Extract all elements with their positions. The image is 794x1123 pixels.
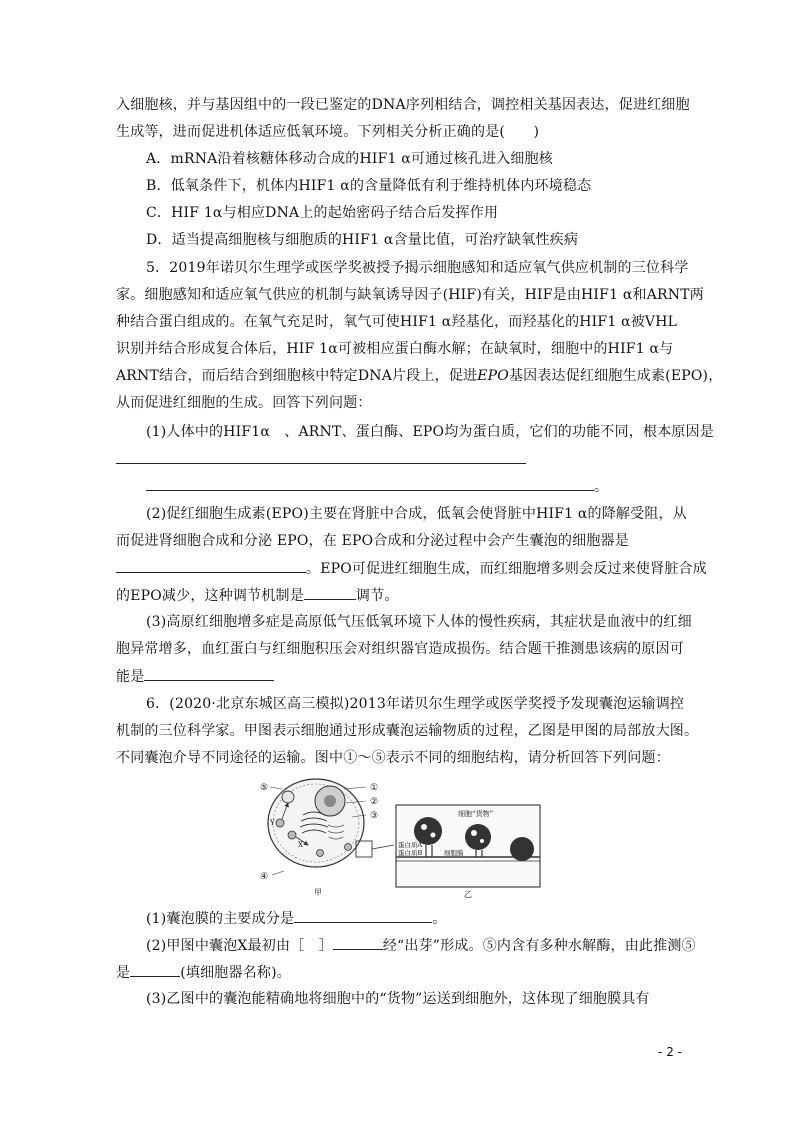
vesicle-y: [276, 819, 284, 827]
text-segment: (2)甲图中囊泡X最初由［ ］: [146, 938, 333, 954]
text-line: 胞异常增多，血红蛋白与红细胞积压会对组织器官造成损伤。结合题干推测患该病的原因可: [116, 641, 684, 657]
text-line: 识别并结合形成复合体后，HIF 1α可被相应蛋白酶水解；在缺氧时，细胞中的HIF1 α与: [116, 341, 674, 357]
text-segment: (1)囊泡膜的主要成分是: [146, 911, 295, 927]
question-5-part-3: (3)高原红细胞增多症是高原低气压低氧环境下人体的慢性疾病，其症状是血液中的红细: [146, 614, 692, 630]
text-segment: 是: [116, 965, 131, 981]
text-line: 机制的三位科学家。甲图表示细胞通过形成囊泡运输物质的过程，乙图是甲图的局部放大图。: [116, 723, 699, 739]
text-line: 生成等，进而促进机体适应低氧环境。下列相关分析正确的是( ): [116, 124, 540, 140]
label-yi: 乙: [464, 890, 472, 899]
period: 。: [432, 911, 447, 927]
answer-blank[interactable]: [333, 935, 383, 950]
text-line: 种结合蛋白组成的。在氧气充足时，氧气可使HIF1 α羟基化，而羟基化的HIF1 α被VHL: [116, 314, 678, 330]
text-segment: 基因表达促红细胞生成素(EPO)，: [508, 368, 723, 384]
label-protein-a: 蛋白质A: [398, 841, 423, 849]
question-6-part-1: [146, 908, 446, 929]
text-line: 家。细胞感知和适应氧气供应的机制与缺氧诱导因子(HIF)有关，HIF是由HIF1 α和ARNT两: [116, 287, 704, 303]
marker-4: ④: [260, 872, 269, 882]
label-y: Y: [270, 819, 275, 827]
zoom-connector: [372, 845, 394, 849]
answer-blank[interactable]: [116, 558, 306, 573]
answer-blank[interactable]: [294, 908, 432, 923]
option-c: C．HIF 1α与相应DNA上的起始密码子结合后发挥作用: [146, 205, 499, 221]
text-line: [116, 366, 722, 386]
text-line: [116, 666, 274, 687]
marker-1: ①: [370, 783, 379, 793]
marker-3: ③: [370, 811, 379, 821]
cargo-dot: [480, 839, 484, 843]
question-5-part-1: (1)人体中的HIF1α 、ARNT、蛋白酶、EPO均为蛋白质，它们的功能不同，根本原因是: [146, 424, 714, 440]
nucleolus: [324, 795, 336, 807]
text-segment: 的EPO减少，这种调节机制是: [116, 588, 304, 604]
label-jia: 甲: [314, 888, 322, 897]
label-x: X: [298, 841, 303, 849]
option-b: B．低氧条件下，机体内HIF1 α的含量降低有利于维持机体内环境稳态: [146, 178, 592, 194]
question-5-part-2: (2)促红细胞生成素(EPO)主要在肾脏中合成，低氧会使肾脏中HIF1 α的降解受阻，从: [146, 506, 687, 522]
label-cargo: 细胞“货物”: [458, 810, 494, 818]
answer-blank[interactable]: [130, 962, 180, 977]
answer-blank[interactable]: [304, 585, 356, 600]
answer-blank[interactable]: [116, 463, 526, 464]
vesicle-cargo: [465, 824, 491, 850]
lysosome: [282, 791, 294, 803]
vesicle-fusing: [510, 837, 534, 861]
text-line: [116, 585, 399, 606]
callout-line: [270, 787, 282, 789]
text-line: 从而促进红细胞的生成。回答下列问题：: [116, 395, 372, 411]
answer-blank[interactable]: [146, 490, 594, 491]
text-line: [116, 558, 707, 579]
vesicle: [317, 850, 324, 857]
option-a: A．mRNA沿着核糖体移动合成的HIF1 α可通过核孔进入细胞核: [146, 151, 553, 167]
figure-svg: [258, 775, 542, 900]
text-segment: ARNT结合，而后结合到细胞核中特定DNA片段上，促进: [116, 368, 478, 384]
period: 。: [594, 479, 609, 495]
text-line: [116, 962, 291, 983]
question-6-part-2: [146, 935, 696, 956]
gene-name: EPO: [477, 368, 509, 384]
text-segment: 能是: [116, 669, 145, 685]
marker-2: ②: [370, 797, 379, 807]
text-segment: 调节。: [355, 588, 399, 604]
question-5-stem: 5．2019年诺贝尔生理学或医学奖被授予揭示细胞感知和适应氧气供应机制的三位科学: [146, 260, 689, 276]
vesicle: [345, 844, 352, 851]
callout-line: [344, 787, 366, 789]
callout-line: [272, 871, 284, 875]
cargo-dot: [421, 824, 427, 830]
vesicle-x: [288, 831, 296, 839]
question-6-stem: 6．(2020·北京东城区高三模拟)2013年诺贝尔生理学或医学奖授予发现囊泡运输调控: [146, 696, 685, 712]
label-membrane: 细胞膜: [444, 849, 464, 857]
text-segment: 经“出芽”形成。⑤内含有多种水解酶，由此推测⑤: [382, 938, 696, 954]
text-segment: (填细胞器名称)。: [180, 965, 291, 981]
answer-blank[interactable]: [144, 666, 274, 681]
vesicle-transport-figure: [258, 775, 542, 900]
cargo-dot: [431, 833, 436, 838]
cargo-dot: [471, 830, 477, 836]
marker-5: ⑤: [260, 783, 269, 793]
text-line: 不同囊泡介导不同途径的运输。图中①～⑤表示不同的细胞结构，请分析回答下列问题：: [116, 750, 670, 766]
page-number: - 2 -: [658, 1045, 682, 1059]
text-line: 入细胞核，并与基因组中的一段已鉴定的DNA序列相结合，调控相关基因表达，促进红细胞: [116, 97, 690, 113]
text-segment: 。EPO可促进红细胞生成，而红细胞增多则会反过来使肾脏合成: [306, 561, 707, 577]
question-6-part-3: (3)乙图中的囊泡能精确地将细胞中的“货物”运送到细胞外，这体现了细胞膜具有: [146, 991, 650, 1007]
text-line: 而促进肾细胞合成和分泌 EPO，在 EPO合成和分泌过程中会产生囊泡的细胞器是: [116, 533, 629, 549]
option-d: D．适当提高细胞核与细胞质的HIF1 α含量比值，可治疗缺氧性疾病: [146, 232, 579, 248]
label-protein-b: 蛋白质B: [398, 849, 423, 857]
